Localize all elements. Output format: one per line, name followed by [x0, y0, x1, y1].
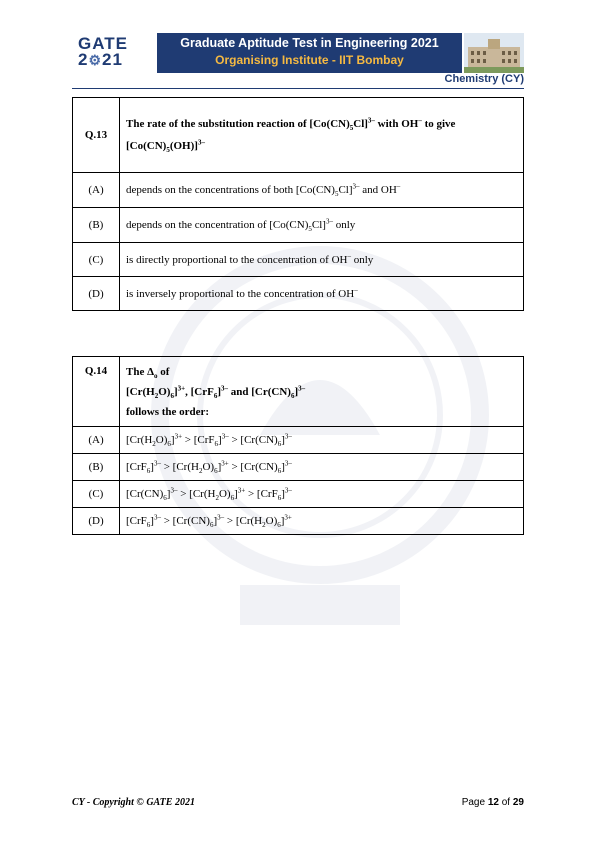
option-row	[73, 454, 524, 481]
header-rule	[72, 88, 524, 89]
header-subtitle: Organising Institute - IIT Bombay	[215, 53, 404, 67]
option-row	[73, 243, 524, 277]
gear-icon: ⚙	[88, 52, 103, 68]
option-label: (C)	[73, 481, 120, 508]
option-text: depends on the concentration of $[Co(CN)_5Cl]^{3-}$ only	[120, 208, 524, 243]
question-stem: The $\Delta_o$ of $[Cr(H_2O)_6]^{3+}$, $[CrF_6]^{3-}$ and $[Cr(CN)_6]^{3-}$ follows the order:	[120, 357, 524, 427]
option-text: $[Cr(CN)_6]^{3-} > [Cr(H_2O)_6]^{3+} > [CrF_6]^{3-}$	[120, 481, 524, 508]
question-row	[73, 357, 524, 427]
option-text: depends on the concentrations of both $[Co(CN)_5Cl]^{3-}$ and OH–	[120, 173, 524, 208]
option-label: (D)	[73, 277, 120, 311]
footer-page-number: Page 12 of 29	[461, 797, 524, 808]
option-row	[73, 481, 524, 508]
option-row	[73, 277, 524, 311]
option-label: (C)	[73, 243, 120, 277]
option-label: (D)	[73, 508, 120, 535]
gate-logo: GATE 2⚙21	[78, 34, 128, 69]
footer-copyright: CY - Copyright © GATE 2021	[72, 797, 195, 808]
option-label: (B)	[73, 454, 120, 481]
option-row	[73, 427, 524, 454]
question-stem: The rate of the substitution reaction of $[Co(CN)_5Cl]^{3-}$ with OH– to give $[Co(CN)_5(OH)]^{3-}$	[120, 98, 524, 173]
header	[72, 33, 524, 73]
building-image	[464, 33, 524, 73]
option-label: (B)	[73, 208, 120, 243]
option-row	[73, 208, 524, 243]
option-text: $[CrF_6]^{3-} > [Cr(CN)_6]^{3-} > [Cr(H_2O)_6]^{3+}$	[120, 508, 524, 535]
option-text: is directly proportional to the concentration of OH– only	[120, 243, 524, 277]
option-text: is inversely proportional to the concentration of OH–	[120, 277, 524, 311]
question-number: Q.13	[73, 98, 120, 173]
header-title: Graduate Aptitude Test in Engineering 2021	[180, 36, 439, 50]
question-14-table	[72, 356, 524, 535]
option-text: $[Cr(H_2O)_6]^{3+} > [CrF_6]^{3-} > [Cr(CN)_6]^{3-}$	[120, 427, 524, 454]
question-number: Q.14	[73, 357, 120, 427]
option-text: $[CrF_6]^{3-} > [Cr(H_2O)_6]^{3+} > [Cr(CN)_6]^{3-}$	[120, 454, 524, 481]
question-13-table	[72, 97, 524, 311]
option-label: (A)	[73, 427, 120, 454]
option-row	[73, 508, 524, 535]
option-label: (A)	[73, 173, 120, 208]
header-banner	[157, 33, 462, 73]
option-row	[73, 173, 524, 208]
subject-label: Chemistry (CY)	[444, 73, 524, 85]
question-row	[73, 98, 524, 173]
